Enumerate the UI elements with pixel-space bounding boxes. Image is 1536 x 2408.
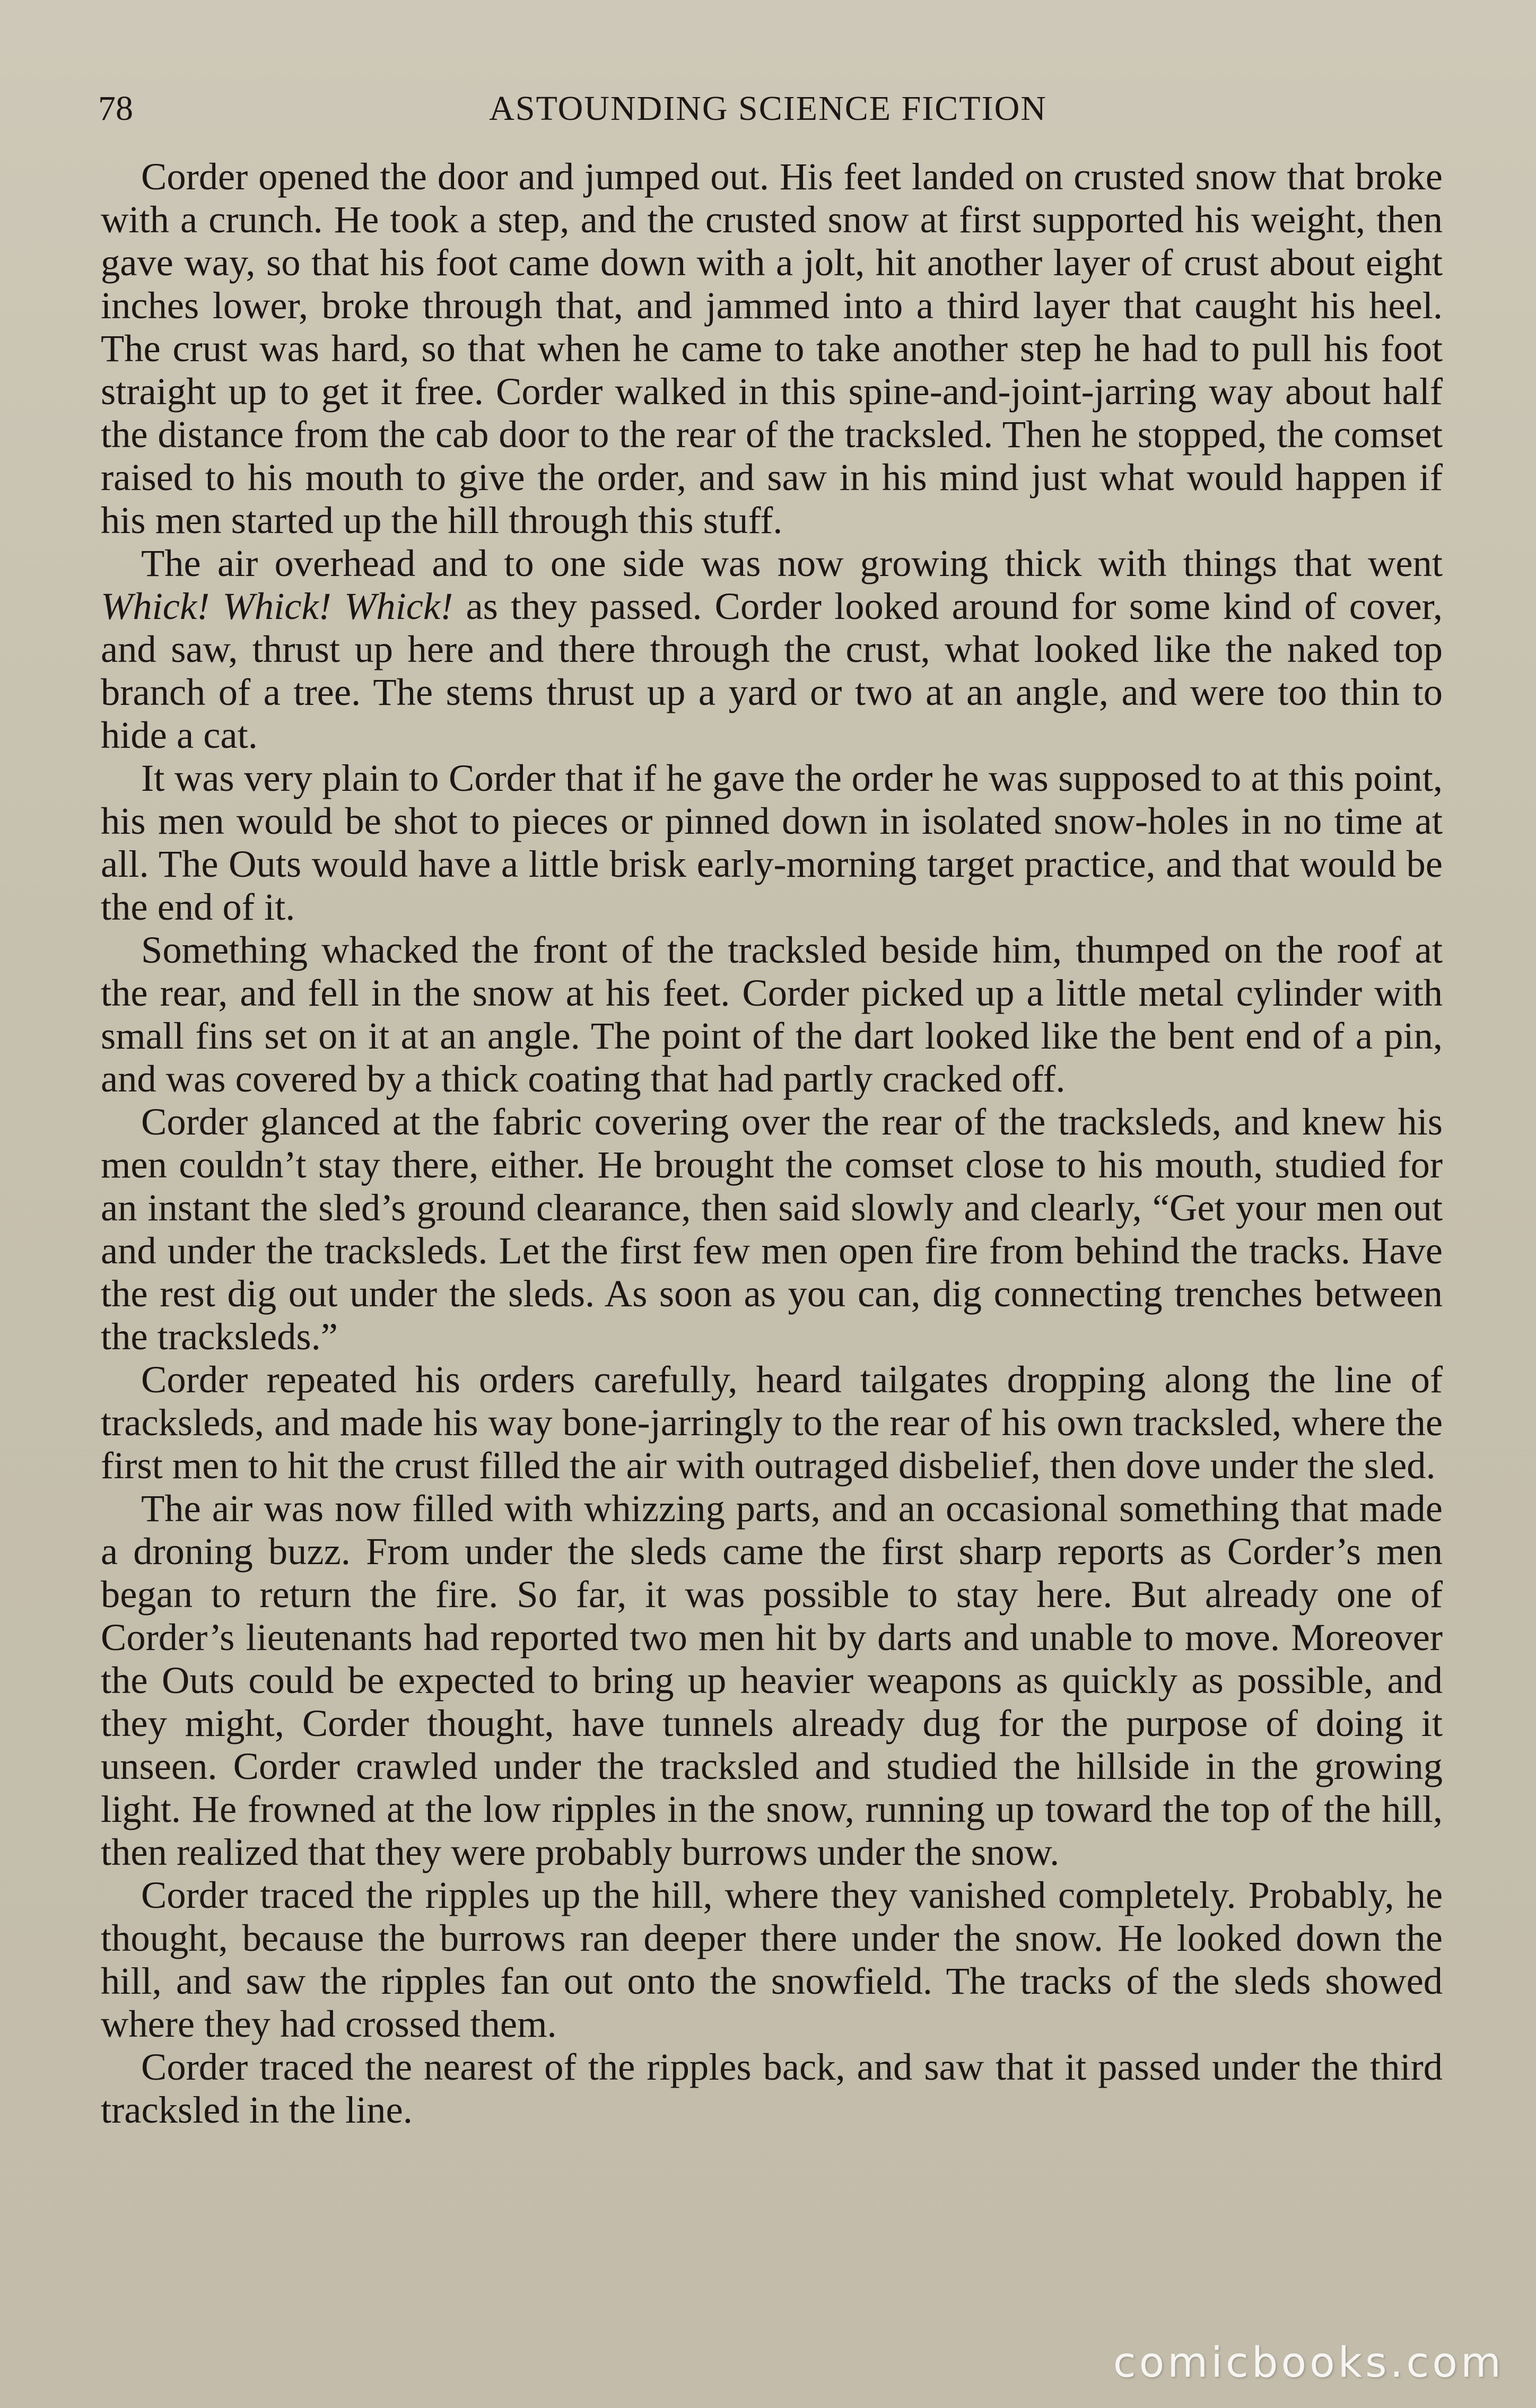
italic-sound-effect: Whick! Whick! Whick! xyxy=(101,584,453,627)
paragraph: Something whacked the front of the tracksled beside him, thumped on the roof at the rear, and fell in the snow at his feet. Corder picked up a little metal cylinder with small fins set on it at an angle. The point of the dart looked like the bent end of a pin, and was covered by a thick coating that had partly cracked off. xyxy=(101,928,1443,1100)
paragraph-text: as they passed. Corder looked around for some kind of cover, and saw, thrust up here and there through the crust, what looked like the naked top branch of a tree. The stems thrust up a yard or two at an angle, and were too thin to hide a cat. xyxy=(101,584,1443,756)
story-text xyxy=(101,155,1443,2131)
paragraph: Corder repeated his orders carefully, heard tailgates dropping along the line of tracksleds, and made his way bone-jarringly to the rear of his own tracksled, where the first men to hit the crust filled the air with outraged disbelief, then dove under the sled. xyxy=(101,1358,1443,1487)
paragraph: Corder glanced at the fabric covering over the rear of the tracksleds, and knew his men couldn’t stay there, either. He brought the comset close to his mouth, studied for an instant the sled’s ground clearance, then said slowly and clearly, “Get your men out and under the tracksleds. Let the first few men open fire from behind the tracks. Have the rest dig out under the sleds. As soon as you can, dig connecting trenches between the tracksleds.” xyxy=(101,1100,1443,1358)
page-number: 78 xyxy=(98,89,133,128)
paragraph-text: The air overhead and to one side was now growing thick with things that went xyxy=(141,542,1443,584)
paragraph: Corder opened the door and jumped out. His feet landed on crusted snow that broke with a crunch. He took a step, and the crusted snow at first supported his weight, then gave way, so that his foot came down with a jolt, hit another layer of crust about eight inches lower, broke through that, and jammed into a third layer that caught his heel. The crust was hard, so that when he came to take another step he had to pull his foot straight up to get it free. Corder walked in this spine-and-joint-jarring way about half the distance from the cab door to the rear of the tracksled. Then he stopped, the comset raised to his mouth to give the order, and saw in his mind just what would happen if his men started up the hill through this stuff. xyxy=(101,155,1443,542)
paragraph: It was very plain to Corder that if he gave the order he was supposed to at this point, his men would be shot to pieces or pinned down in isolated snow-holes in no time at all. The Outs would have a little brisk early-morning target practice, and that would be the end of it. xyxy=(101,756,1443,928)
paragraph: The air was now filled with whizzing parts, and an occasional something that made a droning buzz. From under the sleds came the first sharp reports as Corder’s men began to return the fire. So far, it was possible to stay here. But already one of Corder’s lieutenants had reported two men hit by darts and unable to move. Moreover the Outs could be expected to bring up heavier weapons as quickly as possible, and they might, Corder thought, have tunnels already dug for the purpose of doing it unseen. Corder crawled under the tracksled and studied the hillside in the growing light. He frowned at the low ripples in the snow, running up toward the top of the hill, then realized that they were probably burrows under the snow. xyxy=(101,1487,1443,1873)
paragraph: Corder traced the ripples up the hill, where they vanished completely. Probably, he thought, because the burrows ran deeper there under the snow. He looked down the hill, and saw the ripples fan out onto the snowfield. The tracks of the sleds showed where they had crossed them. xyxy=(101,1873,1443,2045)
paragraph: Corder traced the nearest of the ripples back, and saw that it passed under the third tracksled in the line. xyxy=(101,2045,1443,2131)
paragraph xyxy=(101,542,1443,756)
watermark: comicbooks.com xyxy=(1113,2339,1504,2387)
running-title: ASTOUNDING SCIENCE FICTION xyxy=(489,89,1047,128)
page-header xyxy=(98,85,1438,133)
